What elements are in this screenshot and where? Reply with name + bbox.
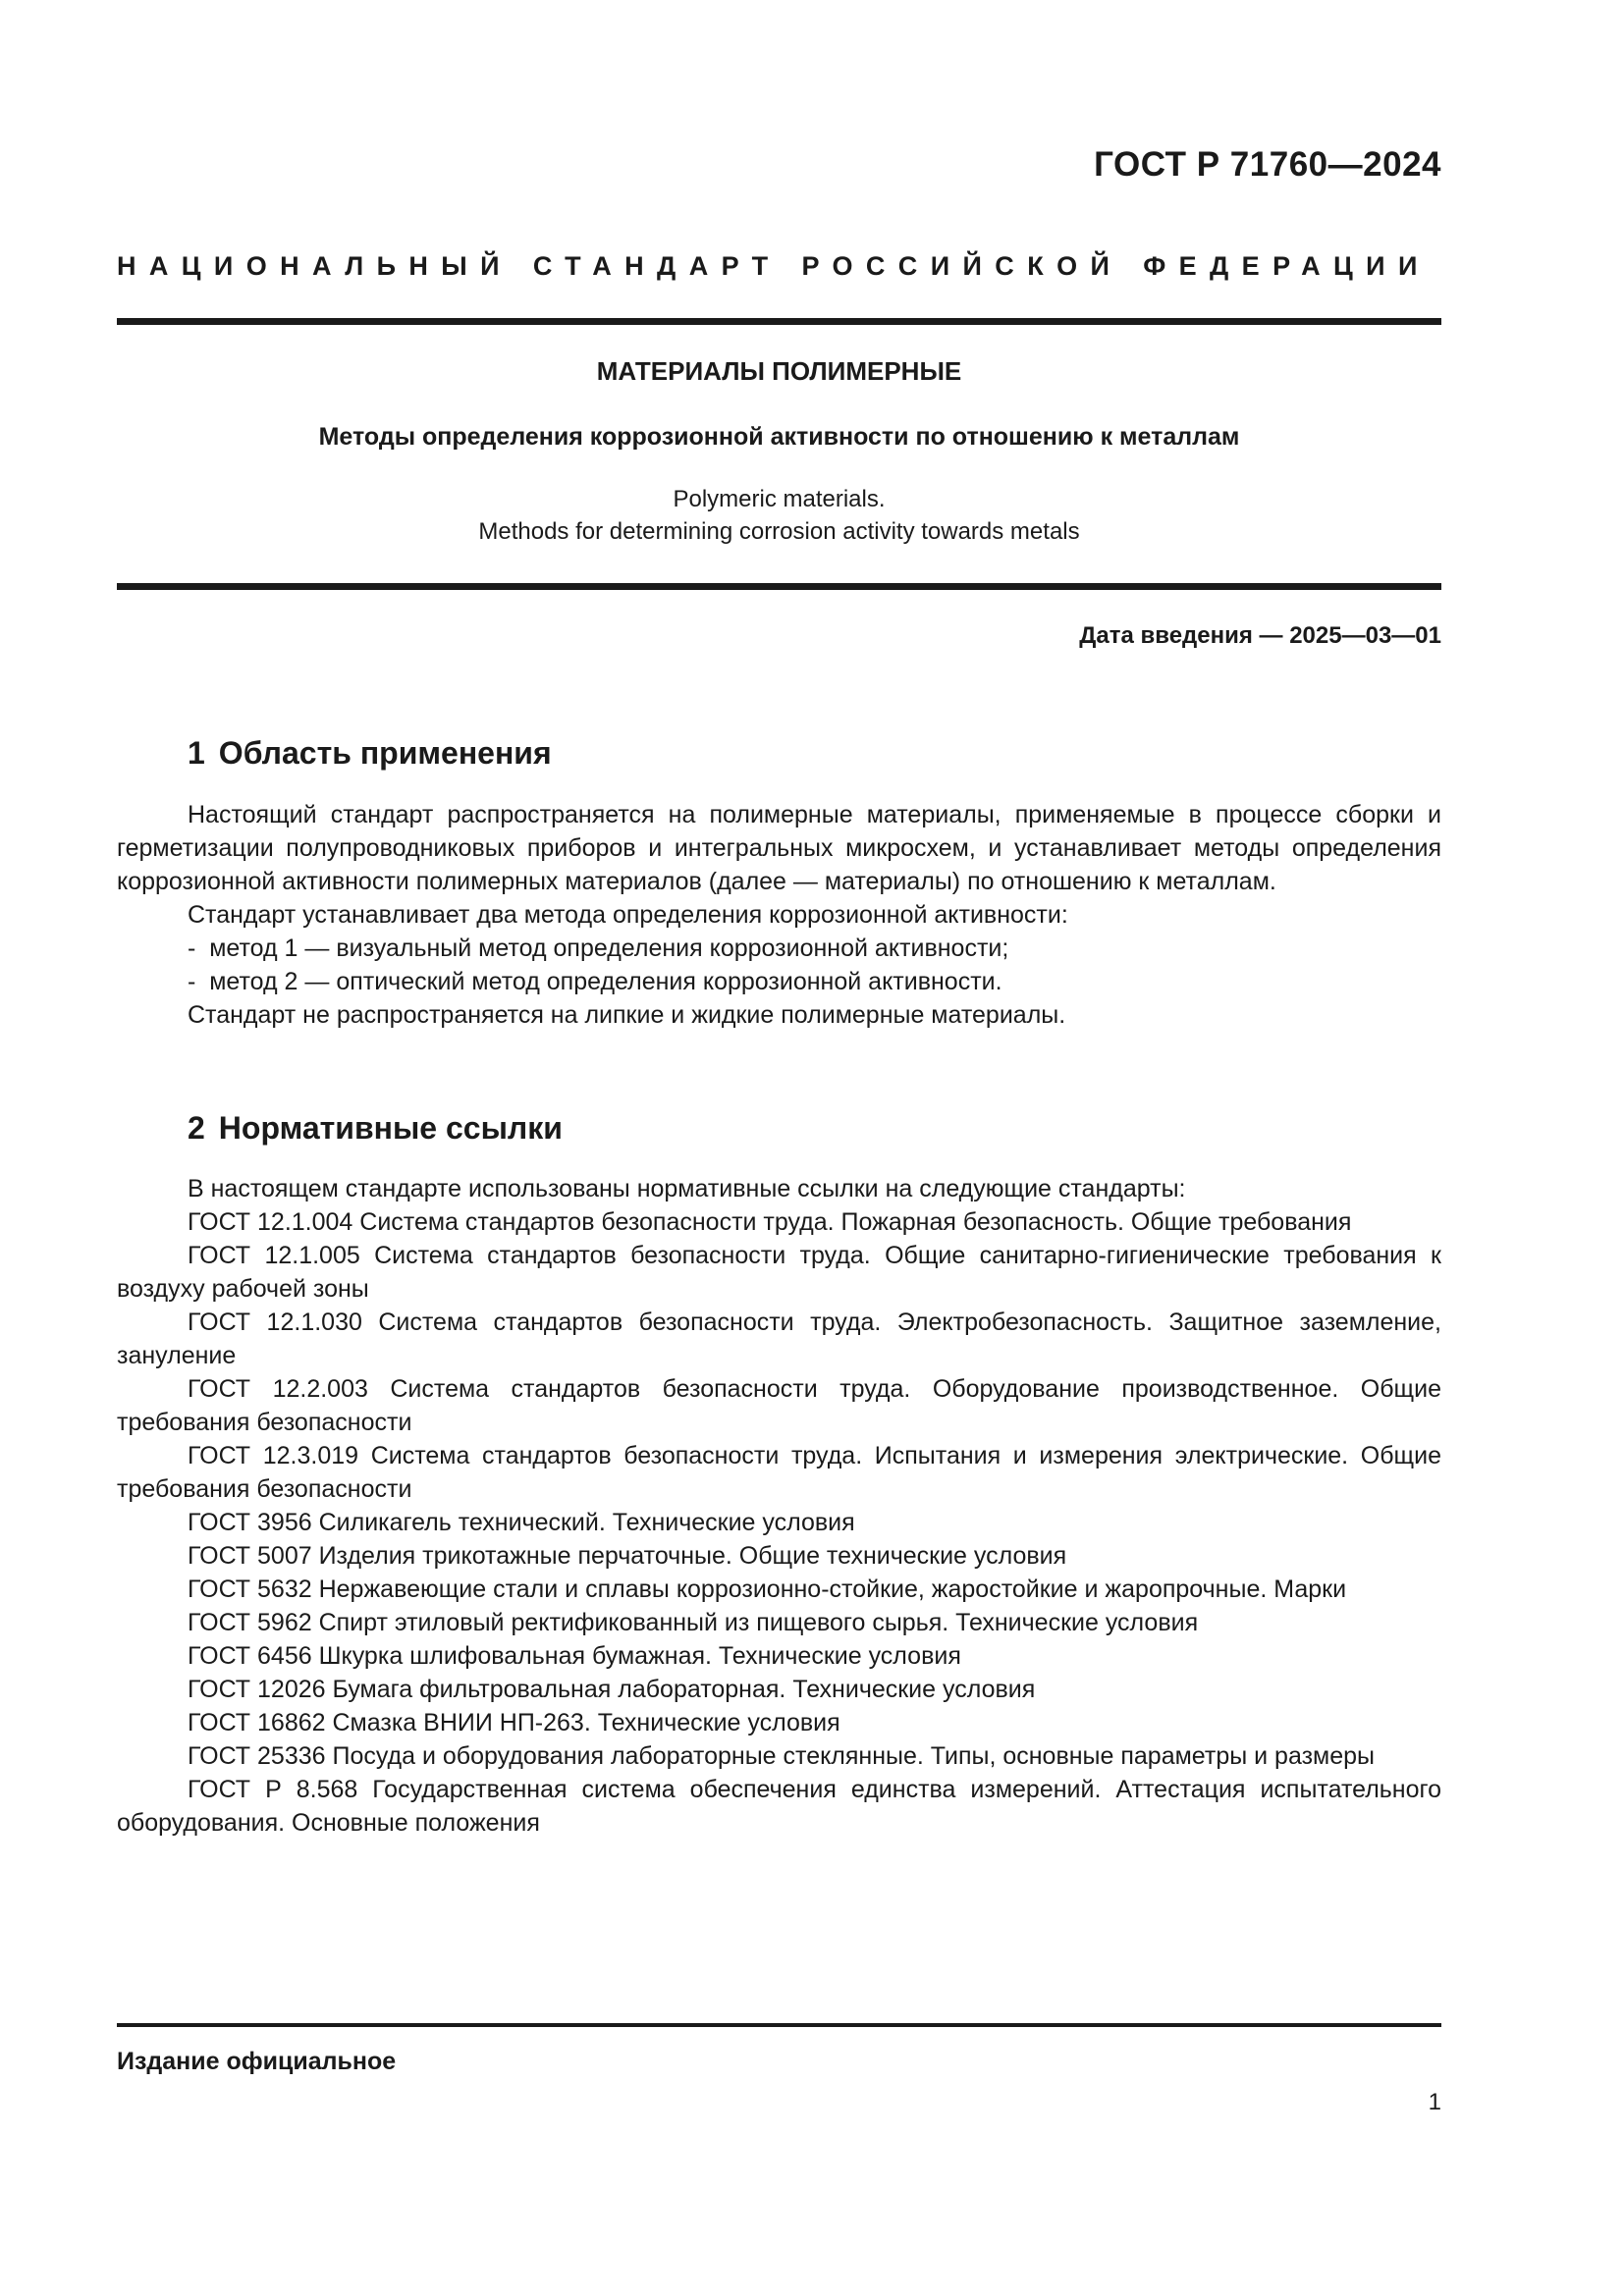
page-number: 1 (1428, 2089, 1441, 2115)
document-page (117, 0, 1441, 2296)
introduction-date: Дата введения — 2025—03—01 (1079, 622, 1441, 649)
reference-item: ГОСТ 25336 Посуда и оборудования лабораторные стеклянные. Типы, основные параметры и размеры (188, 1742, 1376, 1770)
english-title-line-2: Methods for determining corrosion activity towards metals (478, 518, 1080, 545)
reference-item: ГОСТ 6456 Шкурка шлифовальная бумажная. Технические условия (188, 1642, 961, 1670)
document-title: МАТЕРИАЛЫ ПОЛИМЕРНЫЕ (596, 356, 962, 386)
list-item: - метод 1 — визуальный метод определения коррозионной активности; (188, 934, 1009, 962)
paragraph: В настоящем стандарте использованы нормативные ссылки на следующие стандарты: (188, 1175, 1186, 1202)
english-title-line-1: Polymeric materials. (673, 486, 886, 512)
reference-item: ГОСТ 12.1.005 Система стандартов безопасности труда. Общие санитарно-гигиенические требования к воздуху рабочей зоны (117, 1242, 1441, 1303)
reference-item: ГОСТ 16862 Смазка ВНИИ НП-263. Технические условия (188, 1709, 840, 1736)
paragraph: Стандарт устанавливает два метода определения коррозионной активности: (188, 901, 1068, 929)
section-2-number: 2 (188, 1110, 205, 1146)
reference-item: ГОСТ 12.3.019 Система стандартов безопасности труда. Испытания и измерения электрические. Общие требования безопасности (117, 1442, 1441, 1503)
reference-item: ГОСТ 5632 Нержавеющие стали и сплавы коррозионно-стойкие, жаростойкие и жаропрочные. Марки (188, 1575, 1347, 1603)
section-2-body (117, 1172, 1441, 1840)
reference-item: ГОСТ Р 8.568 Государственная система обеспечения единства измерений. Аттестация испытательного оборудования. Основные положения (117, 1776, 1441, 1837)
reference-item: ГОСТ 12.2.003 Система стандартов безопасности труда. Оборудование производственное. Общие требования безопасности (117, 1375, 1441, 1436)
top-divider (117, 318, 1441, 325)
reference-item: ГОСТ 12026 Бумага фильтровальная лабораторная. Технические условия (188, 1676, 1036, 1703)
section-1-number: 1 (188, 735, 205, 771)
standard-code: ГОСТ Р 71760—2024 (1094, 145, 1441, 184)
list-item: - метод 2 — оптический метод определения коррозионной активности. (188, 968, 1002, 995)
reference-item: ГОСТ 12.1.004 Система стандартов безопасности труда. Пожарная безопасность. Общие требования (188, 1208, 1352, 1236)
section-1-title: Область применения (218, 735, 552, 771)
reference-item: ГОСТ 5962 Спирт этиловый ректификованный из пищевого сырья. Технические условия (188, 1609, 1199, 1636)
title-divider (117, 583, 1441, 590)
section-2-heading (188, 1110, 563, 1147)
document-subtitle: Методы определения коррозионной активности по отношению к металлам (318, 423, 1240, 451)
footer-divider (117, 2023, 1441, 2027)
official-edition-label: Издание официальное (117, 2048, 397, 2075)
section-1-body (117, 798, 1441, 1032)
section-1-heading (188, 735, 552, 772)
reference-item: ГОСТ 5007 Изделия трикотажные перчаточные. Общие технические условия (188, 1542, 1067, 1570)
paragraph: Стандарт не распространяется на липкие и жидкие полимерные материалы. (188, 1001, 1066, 1029)
reference-item: ГОСТ 12.1.030 Система стандартов безопасности труда. Электробезопасность. Защитное заземление, зануление (117, 1308, 1441, 1369)
paragraph: Настоящий стандарт распространяется на полимерные материалы, применяемые в процессе сборки и герметизации полупроводниковых приборов и интегральных микросхем, и устанавливает методы определения коррозионной активности полимерных материалов (далее — материалы) по отношению к металлам. (117, 801, 1441, 895)
section-2-title: Нормативные ссылки (218, 1110, 563, 1146)
reference-item: ГОСТ 3956 Силикагель технический. Технические условия (188, 1509, 855, 1536)
national-standard-banner: НАЦИОНАЛЬНЫЙ СТАНДАРТ РОССИЙСКОЙ ФЕДЕРАЦИИ (117, 251, 1431, 281)
